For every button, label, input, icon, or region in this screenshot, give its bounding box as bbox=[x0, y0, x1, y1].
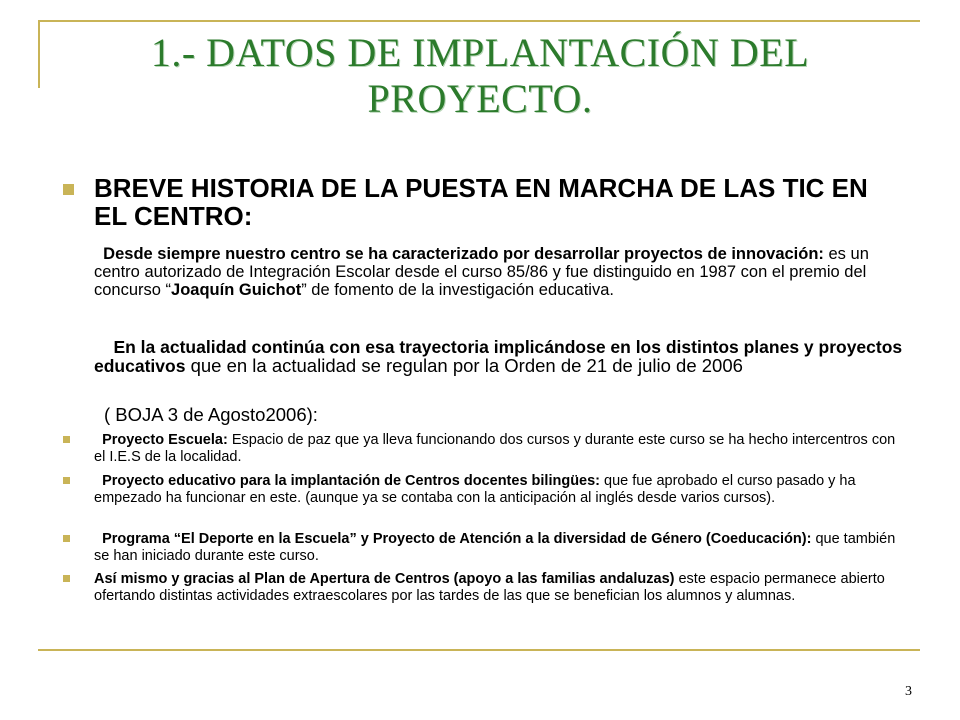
list-item bbox=[94, 531, 904, 564]
paragraph-current-text: que en la actualidad se regulan por la Orden de 21 de julio de 2006 bbox=[185, 354, 743, 376]
title-line-1: 1.- DATOS DE IMPLANTACIÓN DEL bbox=[150, 30, 810, 75]
list-item bbox=[94, 432, 904, 465]
paragraph-current-bold: En la actualidad continúa con esa trayectoria implicándose en los distintos planes y proyectos educativos bbox=[94, 337, 903, 376]
list-item bbox=[94, 571, 904, 604]
paragraph-current bbox=[94, 338, 904, 375]
paragraph-history-bold: Desde siempre nuestro centro se ha caracterizado por desarrollar proyectos de innovación: bbox=[103, 245, 824, 263]
list-item-bold: Proyecto educativo para la implantación de Centros docentes bilingües: bbox=[102, 473, 601, 489]
list-item-bold: Así mismo y gracias al Plan de Apertura de Centros (apoyo a las familias andaluzas) bbox=[94, 571, 675, 587]
square-bullet-icon bbox=[63, 477, 70, 484]
paragraph-history bbox=[94, 245, 904, 299]
list-item-text: Espacio de paz que ya lleva funcionando dos cursos y durante este curso se ha hecho intercentros con el I.E.S de la localidad. bbox=[94, 432, 896, 465]
list-item-text: que también se han iniciado durante este curso. bbox=[94, 531, 896, 564]
slide-title bbox=[40, 30, 920, 122]
square-bullet-icon bbox=[63, 436, 70, 443]
boja-reference: ( BOJA 3 de Agosto2006): bbox=[104, 404, 318, 425]
frame-top-line bbox=[40, 20, 920, 22]
square-bullet-icon bbox=[63, 575, 70, 582]
square-bullet-icon bbox=[63, 535, 70, 542]
square-bullet-icon bbox=[63, 184, 74, 195]
list-item bbox=[94, 473, 904, 506]
paragraph-history-text-end: ” de fomento de la investigación educativa. bbox=[301, 281, 614, 299]
paragraph-history-text: es un centro autorizado de Integración Escolar desde el curso 85/86 y fue distinguido en 1987 con el premio del concurso “ bbox=[94, 245, 869, 299]
list-item-text: que fue aprobado el curso pasado y ha empezado ha funcionar en este. (aunque ya se contaba con la anticipación al inglés desde varios cursos). bbox=[94, 473, 856, 506]
footer-divider bbox=[38, 649, 920, 651]
page-number: 3 bbox=[905, 684, 912, 699]
title-line-2: PROYECTO. bbox=[367, 76, 593, 121]
list-item-text: este espacio permanece abierto ofertando distintas actividades extraescolares por las tardes de las que se benefician los alumnos y alumnas. bbox=[94, 571, 885, 604]
section-heading: BREVE HISTORIA DE LA PUESTA EN MARCHA DE LAS TIC EN EL CENTRO: bbox=[94, 173, 868, 231]
paragraph-history-award: Joaquín Guichot bbox=[171, 281, 302, 299]
list-item-bold: Proyecto Escuela: bbox=[102, 432, 228, 448]
list-item-bold: Programa “El Deporte en la Escuela” y Proyecto de Atención a la diversidad de Género (Coeducación): bbox=[102, 531, 812, 547]
